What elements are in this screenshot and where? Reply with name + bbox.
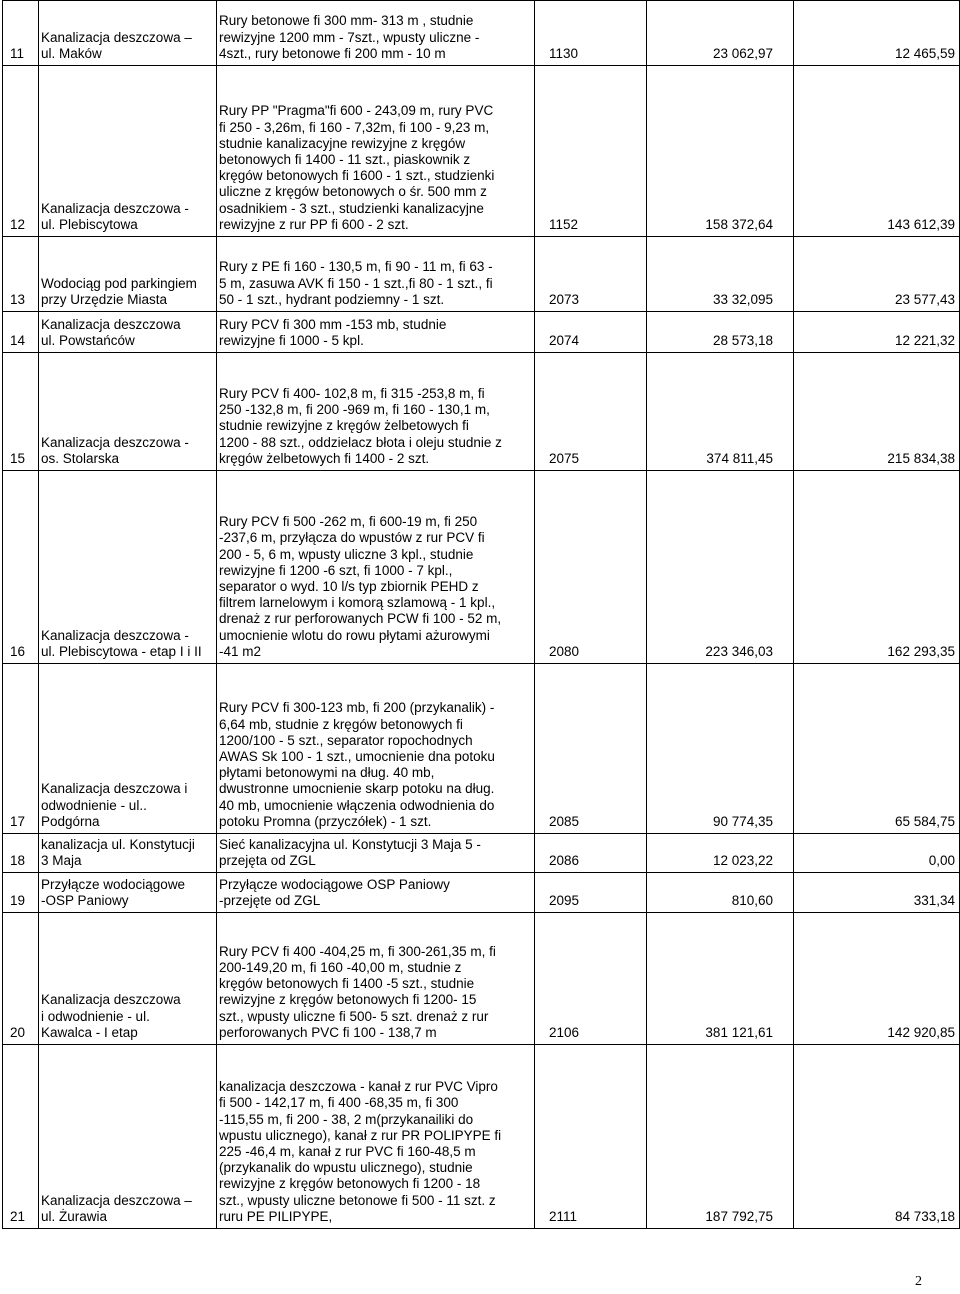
net-value: 12 221,32 [794,312,960,353]
table-row [3,913,960,1045]
inventory-number: 2086 [535,834,647,873]
asset-description: Sieć kanalizacyjna ul. Konstytucji 3 Maja 5 - przejęta od ZGL [217,834,535,873]
row-number: 13 [3,237,39,312]
table-row [3,834,960,873]
inventory-number: 1130 [535,1,647,66]
asset-description: Przyłącze wodociągowe OSP Paniowy -przejęte od ZGL [217,873,535,913]
gross-value: 810,60 [647,873,794,913]
asset-name: Kanalizacja deszczowa – ul. Maków [39,1,217,66]
table-row [3,664,960,834]
asset-name: Kanalizacja deszczowa - ul. Plebiscytowa - etap I i II [39,471,217,664]
gross-value: 90 774,35 [647,664,794,834]
asset-description: Rury z PE fi 160 - 130,5 m, fi 90 - 11 m, fi 63 - 5 m, zasuwa AVK fi 150 - 1 szt.,fi 80 - 1 szt., fi 50 - 1 szt., hydrant podziemny - 1 szt. [217,237,535,312]
inventory-number: 2080 [535,471,647,664]
gross-value: 381 121,61 [647,913,794,1045]
row-number: 14 [3,312,39,353]
table-row [3,1045,960,1229]
row-number: 21 [3,1045,39,1229]
asset-description: Rury PCV fi 500 -262 m, fi 600-19 m, fi 250 -237,6 m, przyłącza do wpustów z rur PCV fi 200 - 5, 6 m, wpusty uliczne 3 kpl., studnie rewizyjne fi 1200 -6 szt, fi 1000 - 7 kpl., separator o wyd. 10 l/s typ zbiornik PEHD z filtrem larnelowym i komorą szlamową - 1 kpl., drenaż z rur perforowanych PCW fi 100 - 52 m, umocnienie wlotu do rowu płytami ażurowymi -41 m2 [217,471,535,664]
table-row [3,1,960,66]
page-number: 2 [915,1273,922,1289]
row-number: 18 [3,834,39,873]
gross-value: 28 573,18 [647,312,794,353]
asset-description: Rury PCV fi 400- 102,8 m, fi 315 -253,8 m, fi 250 -132,8 m, fi 200 -969 m, fi 160 - 130,1 m, studnie rewizyjne z kręgów żelbetowych fi 1200 - 88 szt., oddzielacz błota i oleju studnie z kręgów żelbetowych fi 1400 - 2 szt. [217,353,535,471]
gross-value: 33 32,095 [647,237,794,312]
row-number: 19 [3,873,39,913]
row-number: 17 [3,664,39,834]
gross-value: 187 792,75 [647,1045,794,1229]
table-row [3,471,960,664]
inventory-number: 2111 [535,1045,647,1229]
gross-value: 223 346,03 [647,471,794,664]
gross-value: 23 062,97 [647,1,794,66]
net-value: 142 920,85 [794,913,960,1045]
row-number: 16 [3,471,39,664]
asset-name: Wodociąg pod parkingiem przy Urzędzie Miasta [39,237,217,312]
asset-description: kanalizacja deszczowa - kanał z rur PVC Vipro fi 500 - 142,17 m, fi 400 -68,35 m, fi 300 -115,55 m, fi 200 - 38, 2 m(przykanailiki do wpustu ulicznego), kanał z rur PR POLIPYPE fi 225 -46,4 m, kanał z rur PVC fi 160-48,5 m (przykanalik do wpustu ulicznego), studnie rewizyjne z kręgów betonowych fi 1200 - 18 szt., wpusty uliczne betonowe fi 500 - 11 szt. z ruru PE PILIPYPE, [217,1045,535,1229]
net-value: 84 733,18 [794,1045,960,1229]
net-value: 215 834,38 [794,353,960,471]
asset-name: Kanalizacja deszczowa - ul. Plebiscytowa [39,66,217,237]
net-value: 143 612,39 [794,66,960,237]
table-row [3,873,960,913]
net-value: 162 293,35 [794,471,960,664]
gross-value: 12 023,22 [647,834,794,873]
inventory-number: 2074 [535,312,647,353]
asset-table [2,0,960,1229]
asset-name: Kanalizacja deszczowa i odwodnienie - ul.. Podgórna [39,664,217,834]
net-value: 23 577,43 [794,237,960,312]
asset-name: Kanalizacja deszczowa ul. Powstańców [39,312,217,353]
inventory-number: 2073 [535,237,647,312]
row-number: 20 [3,913,39,1045]
asset-description: Rury betonowe fi 300 mm- 313 m , studnie rewizyjne 1200 mm - 7szt., wpusty uliczne - 4szt., rury betonowe fi 200 mm - 10 m [217,1,535,66]
asset-name: Kanalizacja deszczowa i odwodnienie - ul. Kawalca - I etap [39,913,217,1045]
gross-value: 158 372,64 [647,66,794,237]
asset-name: kanalizacja ul. Konstytucji 3 Maja [39,834,217,873]
asset-name: Przyłącze wodociągowe -OSP Paniowy [39,873,217,913]
asset-name: Kanalizacja deszczowa – ul. Żurawia [39,1045,217,1229]
table-row [3,237,960,312]
inventory-number: 2106 [535,913,647,1045]
asset-description: Rury PCV fi 400 -404,25 m, fi 300-261,35 m, fi 200-149,20 m, fi 160 -40,00 m, studnie z kręgów betonowych fi 1400 -5 szt., studnie rewizyjne z kręgów betonowych fi 1200- 15 szt., wpusty uliczne fi 500- 5 szt. drenaż z rur perforowanych PVC fi 100 - 138,7 m [217,913,535,1045]
inventory-number: 1152 [535,66,647,237]
inventory-number: 2085 [535,664,647,834]
asset-description: Rury PCV fi 300-123 mb, fi 200 (przykanalik) - 6,64 mb, studnie z kręgów betonowych fi 1200/100 - 5 szt., separator ropochodnych AWAS Sk 100 - 1 szt., umocnienie dna potoku płytami betonowymi na dług. 40 mb, dwustronne umocnienie skarp potoku na dług. 40 mb, umocnienie włączenia odwodnienia do potoku Promna (przyczółek) - 1 szt. [217,664,535,834]
table-row [3,66,960,237]
net-value: 0,00 [794,834,960,873]
asset-description: Rury PP "Pragma"fi 600 - 243,09 m, rury PVC fi 250 - 3,26m, fi 160 - 7,32m, fi 100 - 9,23 m, studnie kanalizacyjne rewizyjne z kręgów betonowych fi 1400 - 11 szt., piaskownik z kręgów betonowych fi 1600 - 1 szt., studzienki uliczne z kręgów betonowych o śr. 500 mm z osadnikiem - 3 szt., studzienki kanalizacyjne rewizyjne z rur PP fi 600 - 2 szt. [217,66,535,237]
inventory-number: 2095 [535,873,647,913]
asset-description: Rury PCV fi 300 mm -153 mb, studnie rewizyjne fi 1000 - 5 kpl. [217,312,535,353]
net-value: 65 584,75 [794,664,960,834]
row-number: 15 [3,353,39,471]
asset-name: Kanalizacja deszczowa - os. Stolarska [39,353,217,471]
table-row [3,312,960,353]
inventory-number: 2075 [535,353,647,471]
table-row [3,353,960,471]
row-number: 11 [3,1,39,66]
row-number: 12 [3,66,39,237]
net-value: 12 465,59 [794,1,960,66]
gross-value: 374 811,45 [647,353,794,471]
net-value: 331,34 [794,873,960,913]
